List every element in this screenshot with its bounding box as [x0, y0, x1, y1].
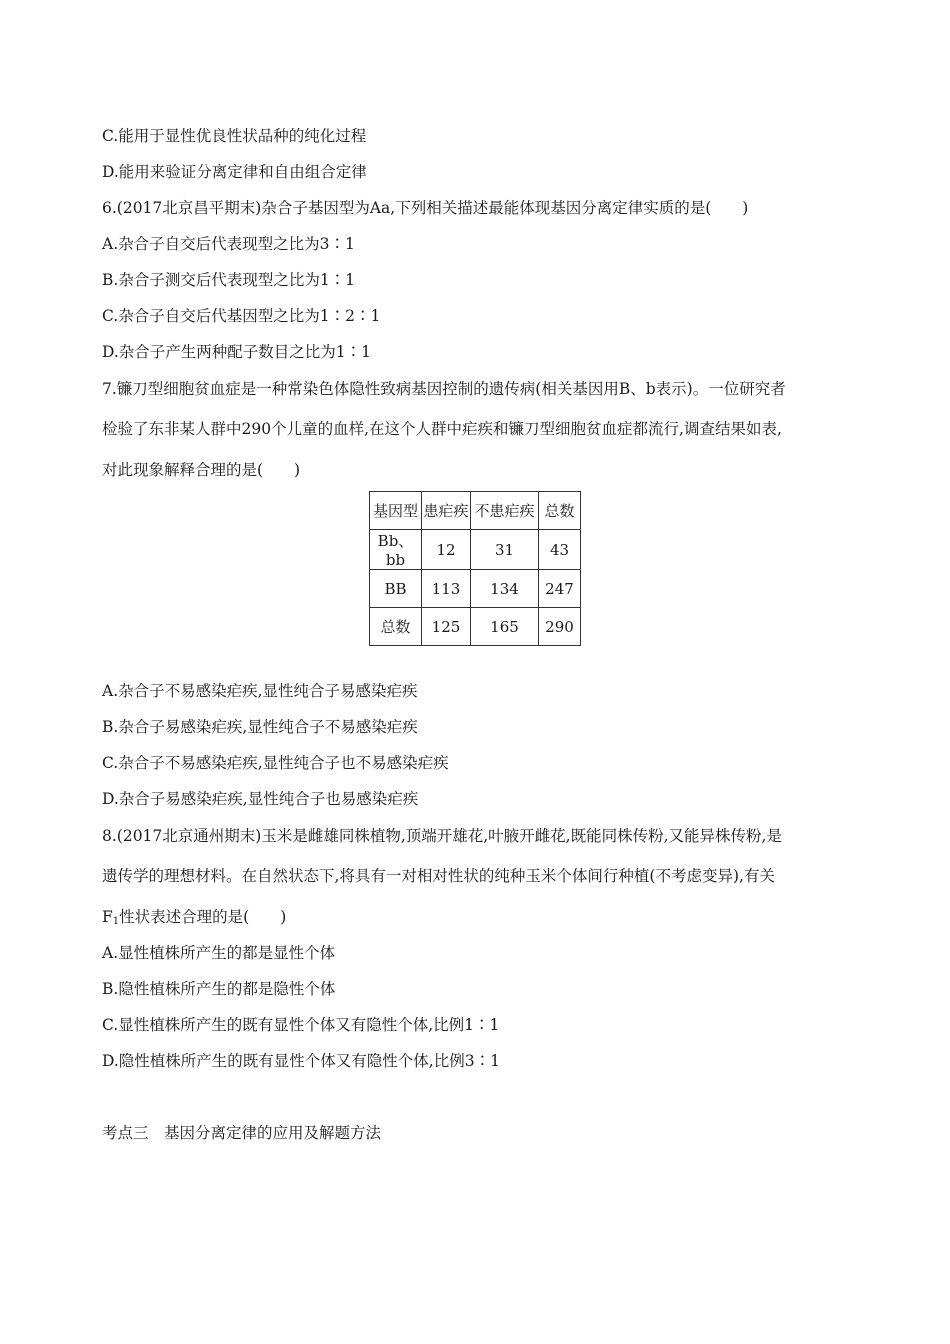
q8-stem-line2: 遗传学的理想材料。在自然状态下,将具有一对相对性状的纯种玉米个体间行种植(不考虑变异),有关	[102, 867, 775, 885]
q8-stem-line1: 8.(2017北京通州期末)玉米是雌雄同株植物,顶端开雄花,叶腋开雌花,既能同株传粉,又能异株传粉,是	[102, 827, 782, 845]
table-cell: 290	[539, 608, 581, 646]
table-cell: 31	[471, 530, 539, 570]
q7-stem-line3: 对此现象解释合理的是( )	[102, 461, 301, 479]
q6-option-d: D.杂合子产生两种配子数目之比为1∶1	[102, 343, 372, 361]
f1-symbol: F	[102, 908, 113, 926]
q8-stem-line3-text: 性状表述合理的是( )	[119, 908, 287, 926]
table-header-cell: 不患疟疾	[471, 492, 539, 530]
table-row	[370, 530, 581, 570]
q7-option-b: B.杂合子易感染疟疾,显性纯合子不易感染疟疾	[102, 718, 418, 736]
q7-option-d: D.杂合子易感染疟疾,显性纯合子也易感染疟疾	[102, 790, 419, 808]
table-header-row	[370, 492, 581, 530]
f1-subscript: 1	[112, 916, 120, 927]
table-cell: 247	[539, 570, 581, 608]
table-row	[370, 570, 581, 608]
q7-stem-line2: 检验了东非某人群中290个儿童的血样,在这个人群中疟疾和镰刀型细胞贫血症都流行,调查结果如表,	[102, 420, 782, 438]
table-header-cell: 总数	[539, 492, 581, 530]
table-cell: 113	[422, 570, 471, 608]
table-cell: 43	[539, 530, 581, 570]
genotype-malaria-table	[369, 491, 581, 646]
table-cell: 165	[471, 608, 539, 646]
q8-option-c: C.显性植株所产生的既有显性个体又有隐性个体,比例1∶1	[102, 1016, 500, 1034]
q5-option-d: D.能用来验证分离定律和自由组合定律	[102, 163, 367, 181]
q7-option-c: C.杂合子不易感染疟疾,显性纯合子也不易感染疟疾	[102, 754, 449, 772]
q8-option-b: B.隐性植株所产生的都是隐性个体	[102, 980, 336, 998]
table-cell: 12	[422, 530, 471, 570]
table-header-cell: 患疟疾	[422, 492, 471, 530]
table-cell: 134	[471, 570, 539, 608]
q6-option-c: C.杂合子自交后代基因型之比为1∶2∶1	[102, 307, 381, 325]
q8-option-a: A.显性植株所产生的都是显性个体	[102, 944, 336, 962]
q6-option-b: B.杂合子测交后代表现型之比为1∶1	[102, 271, 356, 289]
table-row	[370, 608, 581, 646]
table-cell: 总数	[370, 608, 422, 646]
q7-stem-line1: 7.镰刀型细胞贫血症是一种常染色体隐性致病基因控制的遗传病(相关基因用B、b表示)。一位研究者	[102, 380, 786, 398]
table-header-cell: 基因型	[370, 492, 422, 530]
table-cell: BB	[370, 570, 422, 608]
table-cell: 125	[422, 608, 471, 646]
section-title: 考点三 基因分离定律的应用及解题方法	[102, 1124, 382, 1142]
q6-stem: 6.(2017北京昌平期末)杂合子基因型为Aa,下列相关描述最能体现基因分离定律实质的是( )	[102, 199, 749, 217]
q5-option-c: C.能用于显性优良性状品种的纯化过程	[102, 127, 367, 145]
q8-stem-line3	[102, 906, 286, 933]
q8-option-d: D.隐性植株所产生的既有显性个体又有隐性个体,比例3∶1	[102, 1052, 500, 1070]
q7-option-a: A.杂合子不易感染疟疾,显性纯合子易感染疟疾	[102, 682, 418, 700]
q6-option-a: A.杂合子自交后代表现型之比为3∶1	[102, 235, 355, 253]
table-cell: Bb、bb	[370, 530, 422, 570]
